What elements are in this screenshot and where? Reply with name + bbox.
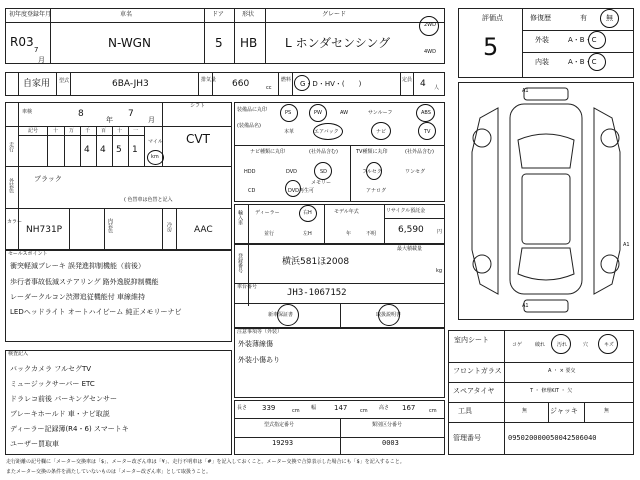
equip-navi: ナビ xyxy=(376,129,387,135)
displacement: 660 xyxy=(232,79,250,89)
manual: 取扱説明書 xyxy=(376,312,402,318)
color-value: ブラック xyxy=(34,175,62,183)
reg-plate: 横浜581ほ2008 xyxy=(282,257,350,267)
repair-label: 修復歴 xyxy=(530,14,551,22)
sales-line: レーダークルコン渋滞追従機能付 車線維持 xyxy=(10,293,146,301)
seat-stain: 汚れ xyxy=(557,342,568,348)
mileage-digit: 4 xyxy=(100,145,106,155)
checker-line: ドラレコ前後 パーキングセンサー xyxy=(10,395,118,403)
nav-dvd: DVD xyxy=(286,169,298,175)
abs-circle xyxy=(416,104,435,122)
parallel: 並行 xyxy=(264,231,275,237)
row2-block xyxy=(5,72,445,96)
seat-burn: コゲ xyxy=(512,342,523,348)
recycle-label: リサイクル預託金 xyxy=(386,208,426,214)
inspection-month-unit: 月 xyxy=(148,116,155,124)
nav-dvd-play: DVD再生可 xyxy=(288,188,315,194)
kg-unit: kg xyxy=(436,268,443,274)
drive-2wd: 2WD xyxy=(424,22,436,28)
drive-2wd-circle xyxy=(419,16,439,36)
door-label: ドア xyxy=(212,11,224,18)
type-no: 19293 xyxy=(272,439,294,447)
tv-oneseg: ワンセグ xyxy=(405,169,426,175)
cc-unit: cc xyxy=(266,85,272,91)
scratch-circle xyxy=(598,334,618,354)
seat-scratch: キズ xyxy=(604,342,614,348)
footer-line1: 走行距離の記号欄に「メーター交換車は「$」、メーター改ざん車は「¥」、走行不明車は「#」を記入しておくこと。メーター交換で合算表示した場合にも「$」を記入すること。 xyxy=(6,459,405,465)
reg-label: 登録番号 xyxy=(237,253,243,273)
steer-left: 左H xyxy=(303,231,312,237)
nav-memory: メモリー xyxy=(311,180,332,186)
first-reg-label: 初年度登録年月 xyxy=(9,11,52,18)
jack-value: 無 xyxy=(604,408,610,414)
tv-note: (社外品含む) xyxy=(405,149,434,155)
equip-pw: PW xyxy=(314,110,322,116)
place-label: 百 xyxy=(101,128,107,134)
chassis-label: 車台番号 xyxy=(237,284,258,290)
length-label: 長さ xyxy=(237,405,248,411)
class-no-label: 類別区分番号 xyxy=(372,422,403,428)
seat-hole: 穴 xyxy=(583,342,589,348)
tv-analog: アナログ xyxy=(366,188,387,194)
warranty-circle xyxy=(277,304,299,326)
height-label: 高さ xyxy=(379,405,390,411)
capacity-label: 定員 xyxy=(402,77,413,83)
equip-aw: AW xyxy=(340,110,349,116)
diagram-a1-right: A1 xyxy=(623,242,630,248)
place-label: 十 xyxy=(117,128,123,134)
checker-line: ユーザー買取車 xyxy=(10,440,59,448)
checker-line: ブレーキホールド 車・ナビ取説 xyxy=(10,410,110,418)
equipment-label: 装備品に丸印 xyxy=(237,107,268,113)
model-year-label: モデル年式 xyxy=(334,209,359,215)
length-unit: cm xyxy=(292,408,300,414)
pw-circle xyxy=(309,104,327,122)
place-label: 一 xyxy=(133,128,139,134)
checker-line: ミュージックサーバー ETC xyxy=(10,380,95,388)
grade: L ホンダセンシング xyxy=(285,36,391,50)
width-label: 幅 xyxy=(311,405,317,411)
equip-sunroof: サンルーフ xyxy=(368,110,393,116)
sales-line: 歩行者事故低減ステアリング 路外逸脱抑制機能 xyxy=(10,278,159,286)
steer-right: 右H xyxy=(303,210,312,216)
sales-label: セールスポイント xyxy=(8,251,48,257)
interior-label: 内装 xyxy=(535,58,549,66)
equip-leather: 本革 xyxy=(284,129,295,135)
mileage-digits-label: 記号 xyxy=(28,128,39,134)
nav-note: (社外品含む) xyxy=(309,149,338,155)
shape-label: 形状 xyxy=(242,11,255,18)
jack-label: ジャッキ xyxy=(550,407,578,415)
first-reg-month: 7 xyxy=(34,46,39,54)
mileage-label: 走行 xyxy=(8,142,14,152)
first-reg-month-unit: 月 xyxy=(38,56,45,64)
grade-label: グレード xyxy=(322,11,347,18)
footer-line2: またメーター交換の条件を満たしていないものは「メーター改ざん車」として取扱うこと。 xyxy=(6,469,212,475)
car-outline-diagram xyxy=(458,82,634,320)
repair-no: 無 xyxy=(606,14,613,22)
mileage-digit: 1 xyxy=(132,145,138,155)
nav-cd: CD xyxy=(248,188,256,194)
sales-line: 衝突軽減ブレーキ 誤発進抑制機能（前後） xyxy=(10,262,145,270)
front-glass-value: A ・ × 要交 xyxy=(548,368,576,374)
width-unit: cm xyxy=(360,408,368,414)
inspection-month: 7 xyxy=(128,109,134,119)
equipment-sub: (装備品名) xyxy=(237,123,261,129)
dealer: ディーラー xyxy=(255,210,280,216)
color-code-label: カラー xyxy=(7,219,23,225)
model-year-unknown: 不明 xyxy=(366,231,377,237)
inspection-label: 車検 xyxy=(22,109,33,115)
control-label: 管理番号 xyxy=(453,434,481,442)
equip-abs: ABS xyxy=(421,110,431,116)
warranty: 新車保証書 xyxy=(268,312,294,318)
steer-right-circle xyxy=(299,205,317,222)
notes-label: 注意事項等（外装） xyxy=(237,329,283,335)
control-number: 095020000050042506040 xyxy=(508,434,597,442)
checker-label: 検査記入 xyxy=(8,351,29,357)
model-year-year: 年 xyxy=(346,231,352,237)
unit-mile: マイル xyxy=(148,139,163,145)
length: 339 xyxy=(262,404,276,412)
mileage-digit: 5 xyxy=(116,145,122,155)
spare-tire-label: スペアタイヤ xyxy=(453,387,495,395)
repair-yes: 有 xyxy=(580,14,587,22)
km-circle xyxy=(147,150,164,165)
type-no-label: 型式指定番号 xyxy=(264,422,295,428)
person-unit: 人 xyxy=(434,85,440,91)
score-label: 評価点 xyxy=(482,14,503,22)
fuel-options: G・D・HV・( ) xyxy=(300,80,362,88)
manual-circle xyxy=(378,304,400,326)
exterior-b-circle xyxy=(588,31,606,49)
height-unit: cm xyxy=(429,408,437,414)
color-code: NH731P xyxy=(26,225,63,235)
ac-value: AAC xyxy=(194,225,213,235)
checker-line: バックカメラ フルセグTV xyxy=(10,365,92,373)
interior-opts: A・B・C xyxy=(568,58,597,66)
interior-color-label: 内装色 xyxy=(107,218,113,233)
color-label: 外装色 xyxy=(8,178,14,193)
car-name-label: 車名 xyxy=(120,11,133,18)
shape: HB xyxy=(240,36,258,50)
checker-line: ディーラー記録簿(R4・6) スマートキ xyxy=(10,425,129,433)
shift-label: シフト xyxy=(190,103,206,109)
equip-airbag: エアバック xyxy=(314,129,339,135)
ps-circle xyxy=(280,104,298,122)
tv-fullseg: フルセグ xyxy=(362,169,382,175)
sd-circle xyxy=(314,162,332,180)
import-label: 輸入車 xyxy=(237,210,243,225)
airbag-circle xyxy=(313,123,343,140)
equip-tv: TV xyxy=(424,129,431,135)
place-label: 万 xyxy=(69,128,75,134)
repair-no-circle xyxy=(600,9,619,28)
place-label: 十 xyxy=(53,128,59,134)
unit-km: km xyxy=(151,154,159,160)
tools-value: 無 xyxy=(522,408,528,414)
diagram-a1-top: A1 xyxy=(522,88,529,94)
exterior-label: 外装 xyxy=(535,36,549,44)
car-name: N-WGN xyxy=(108,36,151,50)
dvd-play-circle xyxy=(285,180,301,197)
ac-label: 冷房 xyxy=(166,222,172,232)
fullseg-circle xyxy=(366,162,382,180)
navi-circle xyxy=(371,122,391,140)
inspection-year-unit: 年 xyxy=(106,116,113,124)
note-line: 外装薄線傷 xyxy=(238,340,273,348)
diagram-a1-bottom: A1 xyxy=(522,303,529,309)
recycle-value: 6,590 xyxy=(398,225,424,235)
usage: 自家用 xyxy=(23,79,51,89)
nav-hdd: HDD xyxy=(244,169,256,175)
height: 167 xyxy=(402,404,416,412)
drive-4wd: 4WD xyxy=(424,49,436,55)
front-glass-label: フロントガラス xyxy=(453,367,502,375)
score-value: 5 xyxy=(483,33,499,61)
displacement-label: 排気量 xyxy=(201,77,217,83)
place-label: 千 xyxy=(85,128,91,134)
doors: 5 xyxy=(215,36,223,50)
fuel-g-circle xyxy=(294,75,310,91)
spare-tire-value: T ・ 修理KIT ・ 欠 xyxy=(530,388,573,394)
equip-ps: PS xyxy=(285,110,292,116)
nav-sd: SD xyxy=(320,169,328,175)
load-label: 最大積載量 xyxy=(397,246,423,252)
color-note: ( 色替車は色替と記入 xyxy=(124,197,173,203)
capacity: 4 xyxy=(420,79,426,89)
first-reg-value: R03 xyxy=(10,35,34,49)
chassis-number: JH3-1067152 xyxy=(287,288,347,298)
fuel-label: 燃料 xyxy=(281,77,292,83)
stain-circle xyxy=(551,334,571,354)
shift: CVT xyxy=(186,132,210,146)
nav-title: ナビ種類に丸印 xyxy=(250,149,286,155)
inspection-year: 8 xyxy=(78,109,84,119)
width: 147 xyxy=(334,404,348,412)
class-no: 0003 xyxy=(382,439,399,447)
yen-unit: 円 xyxy=(437,229,443,235)
tools-label: 工具 xyxy=(458,407,472,415)
tv-title: TV種類に丸印 xyxy=(356,149,388,155)
tv-circle xyxy=(418,122,436,140)
note-line: 外装小傷あり xyxy=(238,356,280,364)
seat-tear: 破れ xyxy=(535,342,546,348)
mileage-digit: 4 xyxy=(84,145,90,155)
model-code: 6BA-JH3 xyxy=(112,79,149,89)
sales-line: LEDヘッドライト オートハイビーム 純正メモリーナビ xyxy=(10,308,182,316)
interior-b-circle xyxy=(588,53,606,71)
exterior-opts: A・B・C xyxy=(568,36,597,44)
type-label: 型式 xyxy=(59,78,70,84)
seat-label: 室内シート xyxy=(454,336,489,344)
